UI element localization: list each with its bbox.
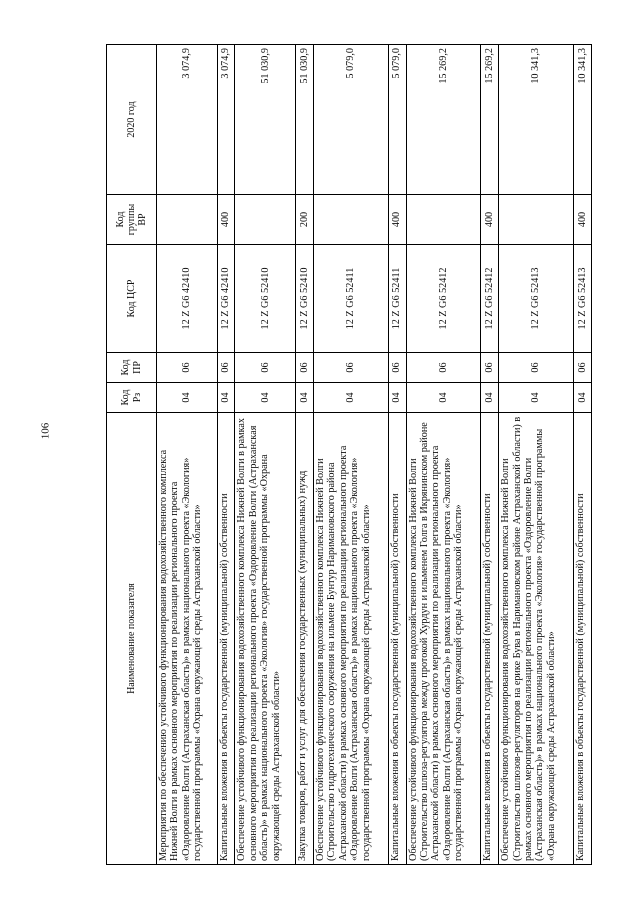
row-year: 3 074,9 xyxy=(217,45,235,195)
row-name: Обеспечение устойчивого функционирования водохозяйственного комплекса Нижней Волги (Строительство шлюза-регулятора между протокой Хурдун и ильменем Голга в Икрянинском районе Астраханской области) в рамках основного мероприятия по реализации регионального проекта «Оздоровление Волги (Астраханская область)» в рамках национального проекта «Экология» государственной программы «Охрана окружающей среды Астраханской области» xyxy=(406,413,481,865)
row-vr: 400 xyxy=(217,195,235,245)
row-vr: 200 xyxy=(295,195,313,245)
table-header-row xyxy=(107,45,157,865)
header-rz: Код Рз xyxy=(107,383,157,413)
row-rz: 04 xyxy=(406,383,481,413)
row-name: Капитальные вложения в объекты государственной (муниципальной) собственности xyxy=(217,413,235,865)
row-pr: 06 xyxy=(406,353,481,383)
header-pr: Код ПР xyxy=(107,353,157,383)
row-name: Капитальные вложения в объекты государственной (муниципальной) собственности xyxy=(388,413,406,865)
row-pr: 06 xyxy=(295,353,313,383)
page-number: 106 xyxy=(39,422,52,440)
row-name: Капитальные вложения в объекты государственной (муниципальной) собственности xyxy=(481,413,499,865)
row-csr: 12 Z G6 52412 xyxy=(406,245,481,353)
row-rz: 04 xyxy=(157,383,218,413)
row-name: Капитальные вложения в объекты государственной (муниципальной) собственности xyxy=(573,413,591,865)
table-row xyxy=(481,45,499,865)
table-row xyxy=(573,45,591,865)
row-csr: 12 Z G6 52410 xyxy=(235,245,296,353)
row-csr: 12 Z G6 42410 xyxy=(217,245,235,353)
row-vr xyxy=(235,195,296,245)
row-pr: 06 xyxy=(481,353,499,383)
row-rz: 04 xyxy=(235,383,296,413)
row-year: 15 269,2 xyxy=(481,45,499,195)
row-year: 51 030,9 xyxy=(295,45,313,195)
row-vr: 400 xyxy=(481,195,499,245)
row-name: Закупка товаров, работ и услуг для обеспечения государственных (муниципальных) нужд xyxy=(295,413,313,865)
row-year: 10 341,3 xyxy=(499,45,574,195)
row-csr: 12 Z G6 52410 xyxy=(295,245,313,353)
row-vr: 400 xyxy=(388,195,406,245)
row-rz: 04 xyxy=(388,383,406,413)
row-vr xyxy=(313,195,388,245)
row-csr: 12 Z G6 42410 xyxy=(157,245,218,353)
row-rz: 04 xyxy=(217,383,235,413)
row-pr: 06 xyxy=(499,353,574,383)
table-row xyxy=(157,45,218,865)
row-rz: 04 xyxy=(295,383,313,413)
row-csr: 12 Z G6 52413 xyxy=(499,245,574,353)
table-row xyxy=(295,45,313,865)
rotated-table-container xyxy=(106,45,592,865)
header-year: 2020 год xyxy=(107,45,157,195)
row-vr: 400 xyxy=(573,195,591,245)
table-row xyxy=(406,45,481,865)
row-name: Обеспечение устойчивого функционирования водохозяйственного комплекса Нижней Волги (Строительство гидротехнического сооружения на ильмене Бунтур Наримановского района Астраханской области) в рамках основного мероприятия по реализации регионального проекта «Оздоровление Волги (Астраханская область)» в рамках национального проекта «Экология» государственной программы «Охрана окружающей среды Астраханской области» xyxy=(313,413,388,865)
header-vr: Код группы ВР xyxy=(107,195,157,245)
row-year: 3 074,9 xyxy=(157,45,218,195)
row-name: Обеспечение устойчивого функционирования водохозяйственного комплекса Нижней Волги (Строительство шлюзов-регуляторов на ерике Бува в Наримановском районе Астраханской области) в рамках основного мероприятия по реализации регионального проекта «Оздоровление Волги (Астраханская область)» в рамках национального проекта «Экология» государственной программы «Охрана окружающей среды Астраханской области» xyxy=(499,413,574,865)
table-row xyxy=(235,45,296,865)
row-name: Мероприятия по обеспечению устойчивого функционирования водохозяйственного комплекса Нижней Волги в рамках основного мероприятия по реализации регионального проекта «Оздоровление Волги (Астраханская область)» в рамках национального проекта «Экология» государственной программы «Охрана окружающей среды Астраханской области» xyxy=(157,413,218,865)
row-year: 5 079,0 xyxy=(313,45,388,195)
row-csr: 12 Z G6 52411 xyxy=(313,245,388,353)
row-rz: 04 xyxy=(481,383,499,413)
table-row xyxy=(499,45,574,865)
row-rz: 04 xyxy=(313,383,388,413)
row-vr xyxy=(157,195,218,245)
row-csr: 12 Z G6 52413 xyxy=(573,245,591,353)
row-pr: 06 xyxy=(157,353,218,383)
header-name: Наименование показателя xyxy=(107,413,157,865)
table-row xyxy=(217,45,235,865)
row-year: 10 341,3 xyxy=(573,45,591,195)
row-pr: 06 xyxy=(388,353,406,383)
row-year: 15 269,2 xyxy=(406,45,481,195)
budget-table xyxy=(106,44,592,865)
row-vr xyxy=(499,195,574,245)
row-csr: 12 Z G6 52412 xyxy=(481,245,499,353)
row-rz: 04 xyxy=(573,383,591,413)
row-year: 5 079,0 xyxy=(388,45,406,195)
table-row xyxy=(388,45,406,865)
row-pr: 06 xyxy=(217,353,235,383)
row-csr: 12 Z G6 52411 xyxy=(388,245,406,353)
table-row xyxy=(313,45,388,865)
row-vr xyxy=(406,195,481,245)
header-csr: Код ЦСР xyxy=(107,245,157,353)
row-pr: 06 xyxy=(573,353,591,383)
row-name: Обеспечение устойчивого функционирования водохозяйственного комплекса Нижней Волги в рамках основного мероприятия по реализации регионального проекта «Оздоровление Волги (Астраханская область)» в рамках национального проекта «Экология» государственной программы «Охрана окружающей среды Астраханской области» xyxy=(235,413,296,865)
row-pr: 06 xyxy=(235,353,296,383)
row-year: 51 030,9 xyxy=(235,45,296,195)
row-pr: 06 xyxy=(313,353,388,383)
row-rz: 04 xyxy=(499,383,574,413)
